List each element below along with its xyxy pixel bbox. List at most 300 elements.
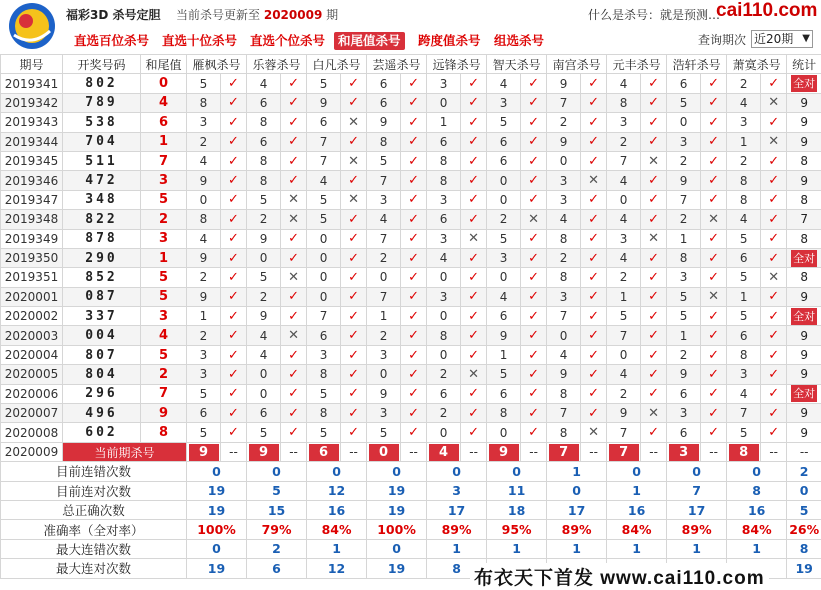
check-icon: ✓	[701, 384, 727, 403]
issue-cell: 2019342	[1, 93, 63, 112]
issue-cell: 2019348	[1, 210, 63, 229]
kill-number-cell: 2	[487, 210, 521, 229]
kill-number-cell: 2	[427, 365, 461, 384]
kill-number-cell: 3	[187, 365, 221, 384]
check-icon: ✓	[521, 268, 547, 287]
check-icon: ✓	[461, 151, 487, 170]
check-icon: ✓	[341, 287, 367, 306]
summary-value: 12	[307, 559, 367, 578]
summary-value: 84%	[727, 520, 787, 539]
kill-number-cell: 2	[607, 384, 641, 403]
check-icon: ✓	[461, 113, 487, 132]
sum-tail-cell: 2	[141, 210, 187, 229]
kill-number-cell: 7	[307, 132, 341, 151]
col-header: 元丰杀号	[607, 55, 667, 74]
check-icon: ✓	[341, 132, 367, 151]
kill-number-cell: 4	[607, 171, 641, 190]
kill-number-cell: 2	[187, 268, 221, 287]
check-icon: ✓	[521, 365, 547, 384]
kill-number-cell: 4	[487, 74, 521, 93]
placeholder-cell: --	[281, 442, 307, 461]
tab-1[interactable]: 直选十位杀号	[158, 32, 241, 50]
check-icon: ✓	[461, 345, 487, 364]
kill-number-cell: 1	[487, 345, 521, 364]
check-icon: ✓	[281, 171, 307, 190]
summary-value: 17	[547, 500, 607, 519]
summary-value: 8	[727, 481, 787, 500]
kill-number-cell: 2	[247, 287, 281, 306]
kill-number-cell: 1	[667, 326, 701, 345]
check-icon: ✓	[641, 93, 667, 112]
kill-number-cell: 9	[187, 171, 221, 190]
check-icon: ✓	[401, 345, 427, 364]
check-icon: ✓	[281, 423, 307, 442]
kill-number-cell: 7	[607, 423, 641, 442]
check-icon: ✓	[281, 93, 307, 112]
summary-stat: 19	[787, 559, 821, 578]
check-icon: ✓	[221, 287, 247, 306]
kill-number-cell: 1	[727, 132, 761, 151]
kill-badge: 7	[609, 444, 639, 461]
help-text[interactable]: 什么是杀号：就是预测…	[588, 6, 720, 23]
check-icon: ✓	[521, 248, 547, 267]
summary-stat: 5	[787, 500, 821, 519]
check-icon: ✓	[761, 229, 787, 248]
issue-cell: 2020007	[1, 404, 63, 423]
tab-5[interactable]: 组选杀号	[490, 32, 548, 50]
kill-number-cell: 1	[667, 229, 701, 248]
summary-value: 11	[487, 481, 547, 500]
summary-value: 0	[187, 539, 247, 558]
summary-value: 18	[487, 500, 547, 519]
kill-number-cell: 5	[187, 74, 221, 93]
check-icon: ✓	[281, 132, 307, 151]
kill-number-cell: 3	[667, 268, 701, 287]
kill-number-cell: 6	[367, 74, 401, 93]
check-icon: ✓	[581, 113, 607, 132]
summary-row	[1, 500, 821, 519]
kill-number-cell: 6	[727, 248, 761, 267]
sum-tail-cell: 5	[141, 287, 187, 306]
kill-number-cell: 9	[187, 248, 221, 267]
check-icon: ✓	[221, 190, 247, 209]
table-row	[1, 113, 821, 132]
table-row	[1, 190, 821, 209]
kill-number-cell: 2	[607, 268, 641, 287]
kill-number-cell: 2	[667, 210, 701, 229]
kill-number-cell: 0	[247, 248, 281, 267]
site-name[interactable]: cai110.com	[716, 0, 817, 22]
check-icon: ✓	[401, 210, 427, 229]
kill-number-cell: 4	[607, 248, 641, 267]
summary-value: 89%	[547, 520, 607, 539]
stat-value: 8	[800, 270, 808, 284]
kill-number-cell: 5	[247, 268, 281, 287]
check-icon: ✓	[461, 74, 487, 93]
kill-number-cell: 5	[727, 423, 761, 442]
kill-number-cell: 3	[187, 345, 221, 364]
kill-number-cell: 3	[547, 171, 581, 190]
stat-value: 9	[800, 96, 808, 110]
kill-number-cell: 6	[667, 74, 701, 93]
check-icon: ✓	[581, 93, 607, 112]
check-icon: ✓	[401, 93, 427, 112]
summary-value: 100%	[367, 520, 427, 539]
check-icon: ✓	[761, 345, 787, 364]
sum-tail-cell: 4	[141, 326, 187, 345]
check-icon: ✓	[461, 248, 487, 267]
kill-number-cell: 6	[487, 384, 521, 403]
draw-number-cell: 789	[63, 93, 141, 112]
check-icon: ✓	[401, 307, 427, 326]
table-row	[1, 229, 821, 248]
check-icon: ✓	[221, 404, 247, 423]
cross-icon: ✕	[461, 229, 487, 248]
stat-cell	[787, 404, 821, 423]
check-icon: ✓	[281, 229, 307, 248]
check-icon: ✓	[221, 113, 247, 132]
kill-number-cell: 4	[307, 171, 341, 190]
check-icon: ✓	[401, 113, 427, 132]
kill-number-cell: 8	[187, 210, 221, 229]
check-icon: ✓	[581, 248, 607, 267]
check-icon: ✓	[641, 74, 667, 93]
cross-icon: ✕	[341, 113, 367, 132]
kill-number-cell: 5	[367, 423, 401, 442]
kill-number-cell: 9	[247, 307, 281, 326]
col-header: 萧寞杀号	[727, 55, 787, 74]
kill-number-cell: 3	[427, 190, 461, 209]
sum-tail-cell: 2	[141, 365, 187, 384]
check-icon: ✓	[761, 171, 787, 190]
check-icon: ✓	[521, 132, 547, 151]
check-icon: ✓	[701, 171, 727, 190]
check-icon: ✓	[401, 365, 427, 384]
issue-cell: 2019349	[1, 229, 63, 248]
check-icon: ✓	[281, 345, 307, 364]
kill-number-cell: 6	[427, 210, 461, 229]
kill-number-cell: 4	[487, 287, 521, 306]
check-icon: ✓	[761, 384, 787, 403]
kill-number-cell: 5	[667, 307, 701, 326]
check-icon: ✓	[401, 326, 427, 345]
kill-number-cell: 8	[187, 93, 221, 112]
kill-number-cell: 6	[487, 132, 521, 151]
check-icon: ✓	[641, 423, 667, 442]
check-icon: ✓	[281, 365, 307, 384]
summary-row	[1, 462, 821, 481]
check-icon: ✓	[461, 404, 487, 423]
sum-tail-cell: 1	[141, 248, 187, 267]
check-icon: ✓	[701, 151, 727, 170]
check-icon: ✓	[521, 74, 547, 93]
kill-number-cell: 2	[247, 210, 281, 229]
current-kill-cell	[547, 442, 581, 461]
summary-value: 84%	[607, 520, 667, 539]
summary-value: 7	[667, 481, 727, 500]
check-icon: ✓	[521, 93, 547, 112]
check-icon: ✓	[221, 132, 247, 151]
kill-number-cell: 0	[427, 345, 461, 364]
check-icon: ✓	[701, 190, 727, 209]
update-info: 当前杀号更新至 2020009 期	[176, 6, 338, 23]
kill-number-cell: 8	[427, 171, 461, 190]
check-icon: ✓	[581, 210, 607, 229]
tab-0[interactable]: 直选百位杀号	[70, 32, 153, 50]
check-icon: ✓	[581, 384, 607, 403]
current-kill-cell	[427, 442, 461, 461]
summary-value: 5	[247, 481, 307, 500]
kill-number-cell: 3	[547, 190, 581, 209]
cross-icon: ✕	[581, 423, 607, 442]
stat-value: 9	[800, 426, 808, 440]
col-header: 统计	[787, 55, 821, 74]
kill-number-cell: 0	[307, 268, 341, 287]
kill-number-cell: 9	[367, 113, 401, 132]
kill-number-cell: 3	[367, 404, 401, 423]
check-icon: ✓	[401, 404, 427, 423]
kill-number-cell: 8	[727, 171, 761, 190]
kill-number-cell: 0	[427, 307, 461, 326]
check-icon: ✓	[221, 345, 247, 364]
sum-tail-cell: 0	[141, 74, 187, 93]
check-icon: ✓	[761, 326, 787, 345]
tab-4[interactable]: 跨度值杀号	[414, 32, 485, 50]
kill-number-cell: 5	[247, 190, 281, 209]
kill-number-cell: 2	[187, 132, 221, 151]
kill-number-cell: 8	[247, 113, 281, 132]
stat-cell	[787, 365, 821, 384]
check-icon: ✓	[701, 404, 727, 423]
check-icon: ✓	[281, 287, 307, 306]
check-icon: ✓	[401, 423, 427, 442]
sum-tail-cell: 7	[141, 151, 187, 170]
cross-icon: ✕	[281, 268, 307, 287]
kill-number-cell: 6	[427, 384, 461, 403]
kill-number-cell: 4	[187, 151, 221, 170]
kill-number-cell: 0	[187, 190, 221, 209]
placeholder-cell: --	[701, 442, 727, 461]
cross-icon: ✕	[641, 404, 667, 423]
check-icon: ✓	[521, 287, 547, 306]
col-header: 开奖号码	[63, 55, 141, 74]
check-icon: ✓	[581, 326, 607, 345]
stat-cell	[787, 190, 821, 209]
check-icon: ✓	[401, 229, 427, 248]
table-row	[1, 423, 821, 442]
cross-icon: ✕	[641, 151, 667, 170]
stat-value: 9	[800, 367, 808, 381]
check-icon: ✓	[341, 326, 367, 345]
check-icon: ✓	[701, 229, 727, 248]
kill-number-cell: 5	[307, 190, 341, 209]
cross-icon: ✕	[521, 210, 547, 229]
col-header: 南宫杀号	[547, 55, 607, 74]
kill-number-cell: 8	[607, 93, 641, 112]
issue-cell: 2020008	[1, 423, 63, 442]
kill-number-cell: 4	[607, 74, 641, 93]
kill-number-cell: 2	[547, 113, 581, 132]
placeholder-cell: --	[641, 442, 667, 461]
check-icon: ✓	[701, 307, 727, 326]
kill-number-cell: 9	[187, 287, 221, 306]
summary-label: 目前连错次数	[1, 462, 187, 481]
kill-number-cell: 0	[487, 423, 521, 442]
current-kill-cell	[487, 442, 521, 461]
col-header: 乐蓉杀号	[247, 55, 307, 74]
check-icon: ✓	[701, 268, 727, 287]
summary-stat: 26%	[787, 520, 821, 539]
summary-value: 16	[307, 500, 367, 519]
check-icon: ✓	[761, 74, 787, 93]
kill-number-cell: 3	[727, 365, 761, 384]
check-icon: ✓	[461, 268, 487, 287]
kill-number-cell: 7	[667, 190, 701, 209]
kill-number-cell: 3	[667, 404, 701, 423]
kill-number-cell: 5	[487, 229, 521, 248]
kill-number-cell: 9	[247, 229, 281, 248]
check-icon: ✓	[341, 423, 367, 442]
check-icon: ✓	[401, 248, 427, 267]
check-icon: ✓	[641, 268, 667, 287]
summary-value: 1	[427, 539, 487, 558]
check-icon: ✓	[281, 307, 307, 326]
check-icon: ✓	[581, 345, 607, 364]
check-icon: ✓	[641, 307, 667, 326]
table-row	[1, 287, 821, 306]
current-row	[1, 442, 821, 461]
summary-row	[1, 520, 821, 539]
check-icon: ✓	[581, 74, 607, 93]
table-row	[1, 345, 821, 364]
kill-number-cell: 5	[247, 423, 281, 442]
col-header: 白凡杀号	[307, 55, 367, 74]
check-icon: ✓	[641, 171, 667, 190]
sum-tail-cell: 6	[141, 113, 187, 132]
issue-cell: 2019346	[1, 171, 63, 190]
check-icon: ✓	[221, 423, 247, 442]
kill-number-cell: 3	[547, 287, 581, 306]
kill-number-cell: 4	[427, 248, 461, 267]
cross-icon: ✕	[341, 190, 367, 209]
kill-number-cell: 0	[547, 151, 581, 170]
check-icon: ✓	[761, 190, 787, 209]
draw-number-cell: 538	[63, 113, 141, 132]
check-icon: ✓	[641, 345, 667, 364]
summary-row	[1, 481, 821, 500]
summary-value: 19	[367, 500, 427, 519]
tab-3[interactable]: 和尾值杀号	[334, 32, 405, 50]
check-icon: ✓	[701, 74, 727, 93]
issue-cell: 2020004	[1, 345, 63, 364]
issue-cell: 2019341	[1, 74, 63, 93]
stat-value: 7	[800, 212, 808, 226]
kill-number-cell: 3	[487, 93, 521, 112]
tab-2[interactable]: 直选个位杀号	[246, 32, 329, 50]
cross-icon: ✕	[761, 268, 787, 287]
summary-value: 16	[607, 500, 667, 519]
issue-cell: 2019351	[1, 268, 63, 287]
cross-icon: ✕	[461, 365, 487, 384]
check-icon: ✓	[581, 307, 607, 326]
placeholder-cell: --	[521, 442, 547, 461]
summary-label: 总正确次数	[1, 500, 187, 519]
table-row	[1, 248, 821, 267]
kill-number-cell: 9	[547, 365, 581, 384]
query-select[interactable]: 近20期 ▼	[751, 30, 813, 48]
check-icon: ✓	[221, 365, 247, 384]
issue-cell: 2019350	[1, 248, 63, 267]
sum-tail-cell: 5	[141, 190, 187, 209]
stat-cell	[787, 345, 821, 364]
kill-number-cell: 6	[307, 326, 341, 345]
stat-cell	[787, 248, 821, 267]
cross-icon: ✕	[281, 190, 307, 209]
placeholder-cell: --	[581, 442, 607, 461]
cross-icon: ✕	[341, 151, 367, 170]
kill-number-cell: 5	[307, 210, 341, 229]
cross-icon: ✕	[761, 132, 787, 151]
check-icon: ✓	[641, 287, 667, 306]
kill-number-cell: 7	[547, 404, 581, 423]
draw-number-cell: 337	[63, 307, 141, 326]
kill-number-cell: 3	[367, 190, 401, 209]
stat-cell	[787, 132, 821, 151]
col-header: 雁枫杀号	[187, 55, 247, 74]
issue-cell: 2019345	[1, 151, 63, 170]
check-icon: ✓	[521, 423, 547, 442]
kill-number-cell: 5	[187, 423, 221, 442]
kill-number-cell: 1	[427, 113, 461, 132]
sum-tail-cell: 1	[141, 132, 187, 151]
check-icon: ✓	[701, 326, 727, 345]
draw-number-cell: 807	[63, 345, 141, 364]
summary-value: 0	[307, 462, 367, 481]
summary-value: 1	[307, 539, 367, 558]
placeholder-cell: --	[761, 442, 787, 461]
check-icon: ✓	[461, 132, 487, 151]
kill-number-cell: 6	[187, 404, 221, 423]
check-icon: ✓	[401, 171, 427, 190]
check-icon: ✓	[221, 74, 247, 93]
col-header: 智天杀号	[487, 55, 547, 74]
chevron-down-icon: ▼	[802, 31, 810, 47]
issue-cell: 2019347	[1, 190, 63, 209]
site-logo[interactable]	[6, 1, 58, 51]
kill-number-cell: 0	[367, 365, 401, 384]
kill-number-cell: 6	[427, 132, 461, 151]
check-icon: ✓	[641, 132, 667, 151]
check-icon: ✓	[341, 404, 367, 423]
check-icon: ✓	[221, 93, 247, 112]
summary-value: 2	[247, 539, 307, 558]
check-icon: ✓	[461, 423, 487, 442]
col-header: 和尾值	[141, 55, 187, 74]
kill-number-cell: 5	[367, 151, 401, 170]
stat-value: 8	[800, 193, 808, 207]
kill-number-cell: 6	[247, 404, 281, 423]
check-icon: ✓	[341, 74, 367, 93]
kill-number-cell: 1	[367, 307, 401, 326]
issue-cell: 2020005	[1, 365, 63, 384]
summary-value: 17	[667, 500, 727, 519]
kill-number-cell: 2	[547, 248, 581, 267]
summary-label: 最大连对次数	[1, 559, 187, 578]
kill-number-cell: 6	[667, 423, 701, 442]
check-icon: ✓	[401, 151, 427, 170]
current-kill-cell	[727, 442, 761, 461]
check-icon: ✓	[521, 326, 547, 345]
